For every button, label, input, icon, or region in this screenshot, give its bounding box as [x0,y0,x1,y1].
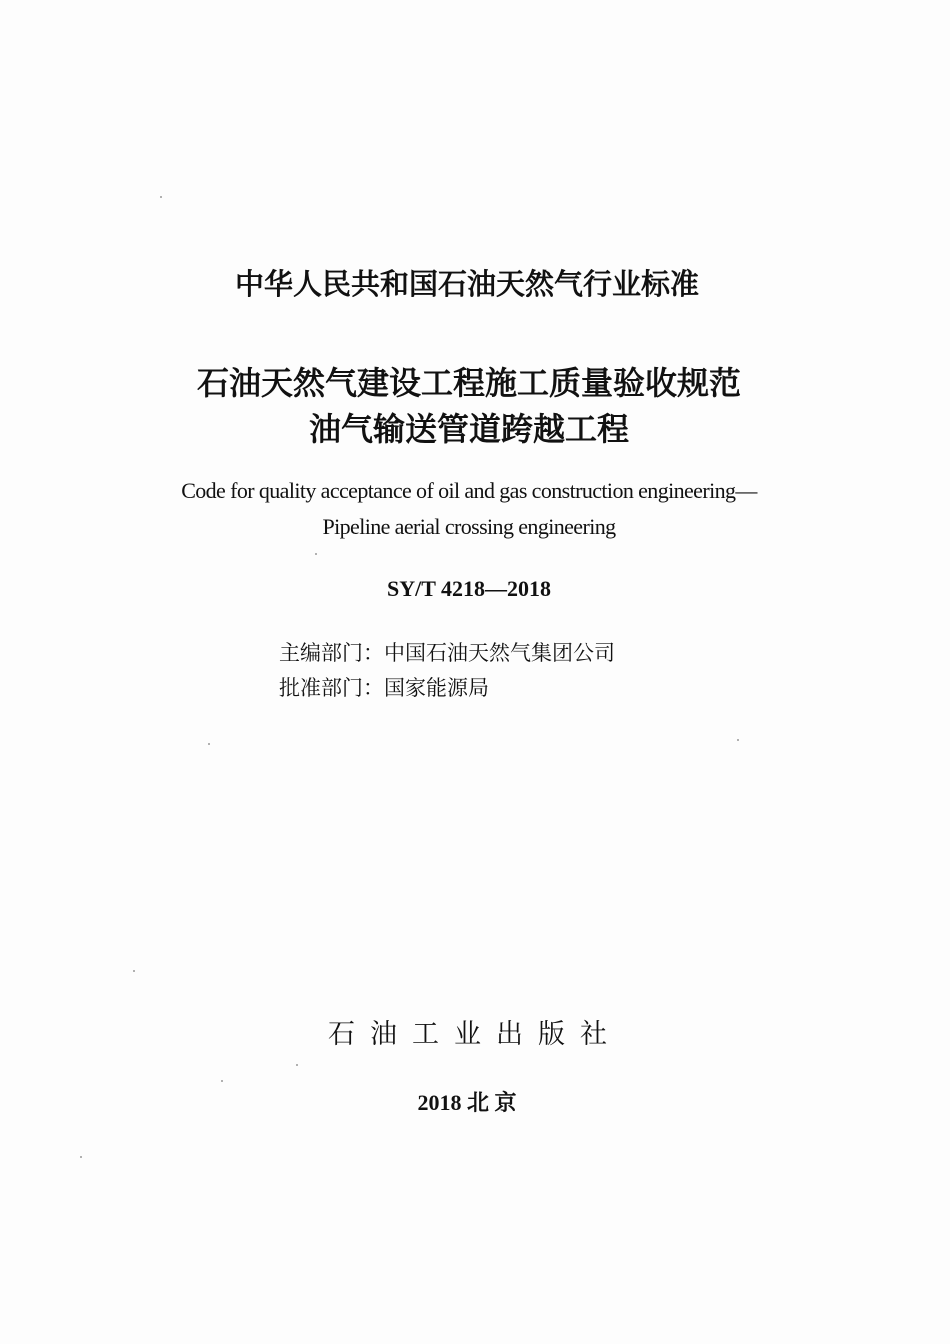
standard-category-heading: 中华人民共和国石油天然气行业标准 [234,267,699,301]
compiling-department: 主编部门：中国石油天然气集团公司 [279,641,615,665]
english-title-line-1: Code for quality acceptance of oil and gas construction engineering— [181,478,757,503]
scan-speck [296,1064,298,1066]
approving-department: 批准部门：国家能源局 [279,676,489,700]
scan-speck [315,553,317,555]
scan-speck [208,743,210,745]
publisher-name: 石油工业出版社 [328,1019,622,1050]
main-title-line-1: 石油天然气建设工程施工质量验收规范 [196,364,741,402]
scan-speck [221,1080,223,1082]
scan-speck [737,739,739,741]
scan-speck [133,970,135,972]
scan-speck [80,1156,82,1158]
standard-number: SY/T 4218—2018 [386,576,551,601]
main-title-line-2: 油气输送管道跨越工程 [308,410,629,448]
english-title-line-2: Pipeline aerial crossing engineering [322,514,616,539]
publication-year-place: 2018 北 京 [417,1090,517,1115]
scan-speck [160,196,162,198]
organization-block [279,636,615,706]
